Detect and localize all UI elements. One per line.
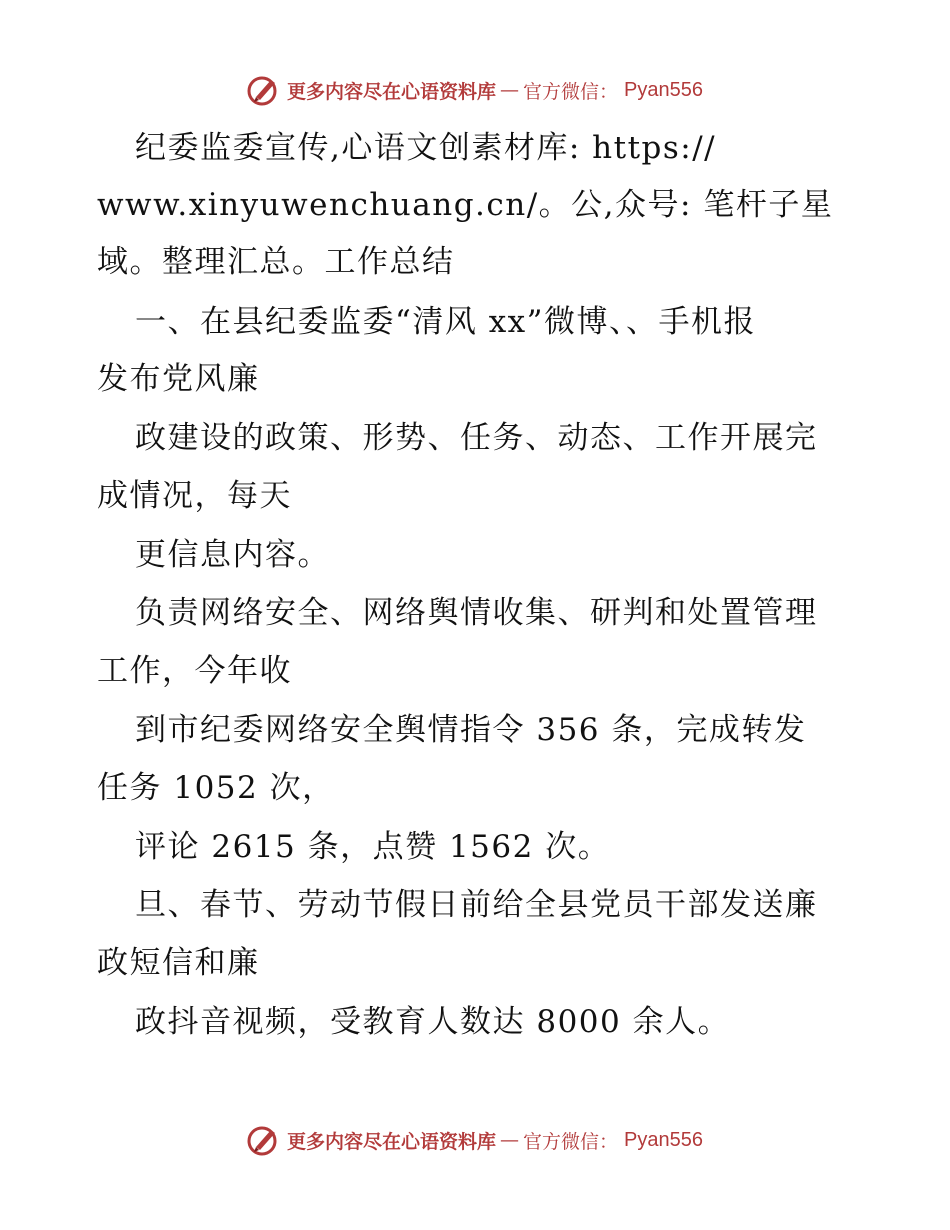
text-line: 发布党风廉 bbox=[97, 361, 260, 397]
footer-wechat-label: 官方微信： bbox=[523, 1130, 619, 1153]
text-line: 政短信和廉 bbox=[97, 945, 260, 981]
text-line: 工作，今年收 bbox=[97, 653, 292, 689]
text-line: 纪委监委宣传,心语文创素材库: https:// bbox=[135, 130, 717, 166]
text-line: 任务 1052 次， bbox=[97, 770, 335, 806]
text-line: 政抖音视频，受教育人数达 8000 余人。 bbox=[135, 1004, 731, 1040]
pen-logo-icon bbox=[247, 73, 281, 107]
header-wechat-id: Pyan556 bbox=[624, 78, 703, 101]
footer-banner-dash: — bbox=[500, 1129, 520, 1151]
pen-logo-icon bbox=[247, 1123, 281, 1157]
text-line: 旦、春节、劳动节假日前给全县党员干部发送廉 bbox=[135, 887, 818, 923]
text-line: 政建设的政策、形势、任务、动态、工作开展完 bbox=[135, 420, 818, 456]
text-line: www.xinyuwenchuang.cn/。公,众号: 笔杆子星 bbox=[97, 187, 834, 223]
text-line: 一、在县纪委监委“清风 xx”微博、、手机报 bbox=[135, 304, 757, 340]
header-banner-text: 更多内容尽在心语资料库 bbox=[287, 80, 497, 103]
footer-wechat-id: Pyan556 bbox=[624, 1128, 703, 1151]
header-banner-dash: — bbox=[500, 79, 520, 101]
footer-banner-text: 更多内容尽在心语资料库 bbox=[287, 1130, 497, 1153]
text-line: 评论 2615 条，点赞 1562 次。 bbox=[135, 829, 611, 865]
text-line: 到市纪委网络安全舆情指令 356 条，完成转发 bbox=[135, 712, 807, 748]
text-line: 负责网络安全、网络舆情收集、研判和处置管理 bbox=[135, 595, 818, 631]
header-banner bbox=[0, 70, 950, 110]
text-line: 成情况，每天 bbox=[97, 478, 292, 514]
text-line: 更信息内容。 bbox=[135, 537, 330, 573]
text-line: 域。整理汇总。工作总结 bbox=[97, 244, 455, 280]
header-wechat-label: 官方微信： bbox=[523, 80, 619, 103]
footer-banner bbox=[0, 1120, 950, 1160]
